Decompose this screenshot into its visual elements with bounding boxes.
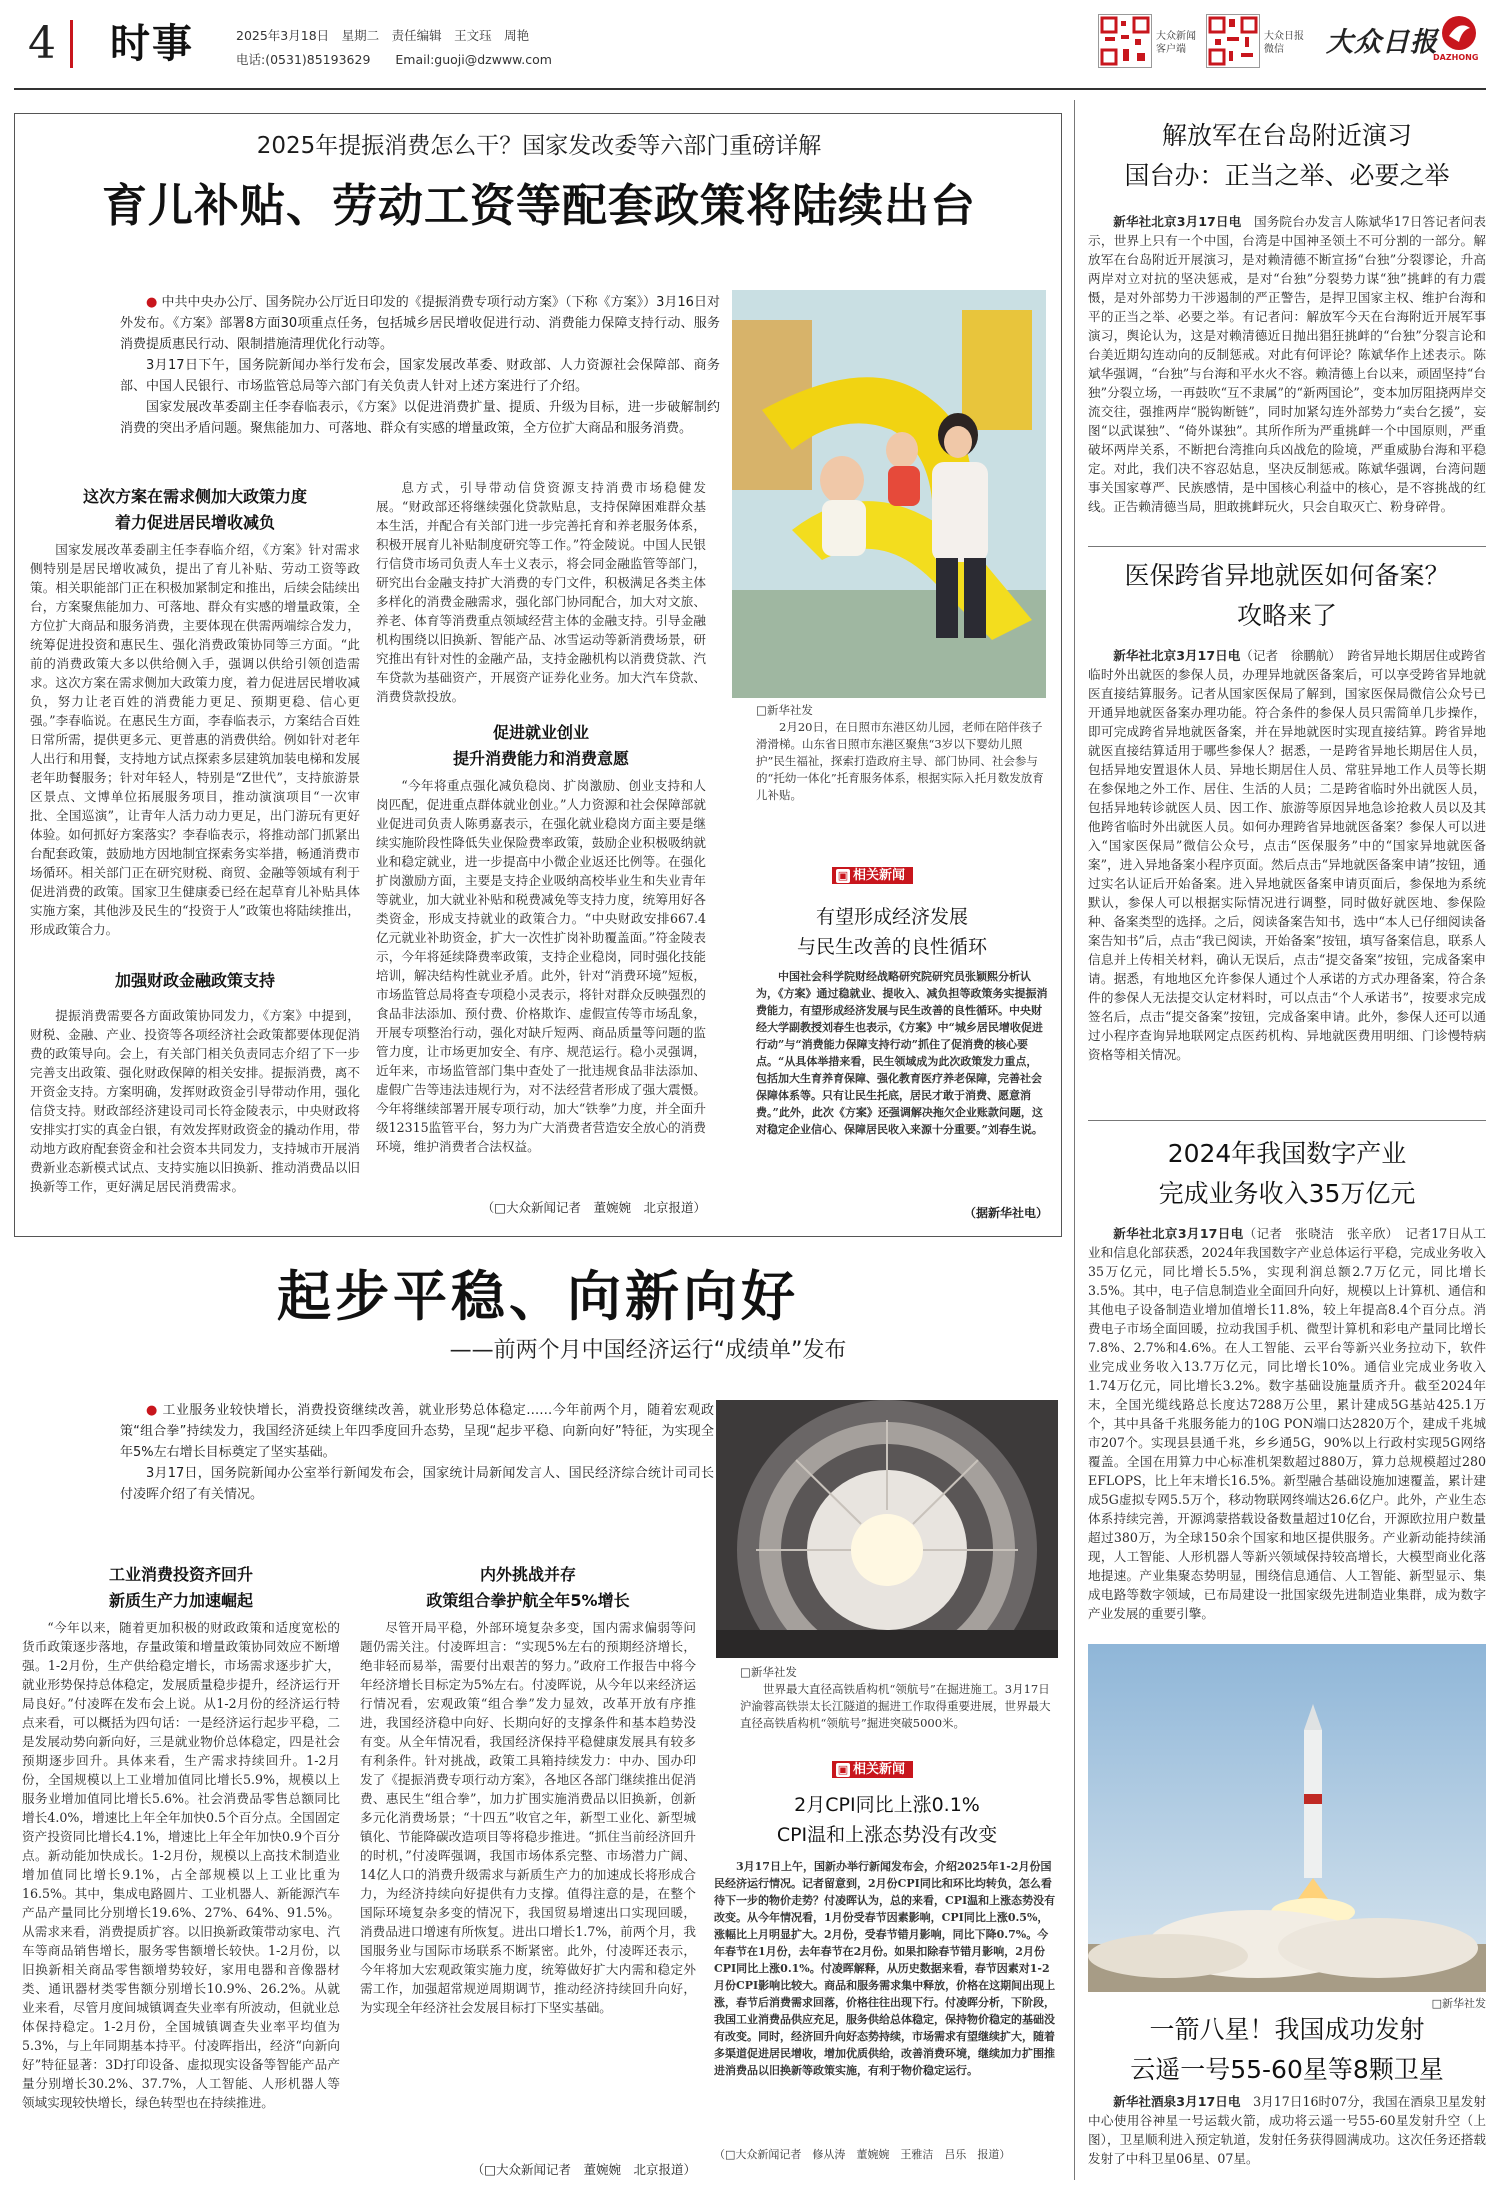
article1-lead-p3: 国家发展改革委副主任李春临表示，《方案》以促进消费扩量、提质、升级为目标，进一步破解制约消费的突出矛盾问题。聚焦能加力、可落地、群众有实感的增量政策，全方位扩大商品和服务消费。 [120, 400, 720, 436]
article2-lead-p1: 工业服务业较快增长，消费投资继续改善，就业形势总体稳定……今年前两个月，随着宏观政策“组合拳”持续发力，我国经济延续上年四季度回升态势，呈现“起步平稳、向新向好”特征，为实现全年5%左右增长目标奠定了坚实基础。 [120, 1403, 714, 1460]
article1-col2-body [376, 478, 706, 718]
article2-lead-p2: 3月17日，国务院新闻办公室举行新闻发布会，国家统计局新闻发言人、国民经济综合统计司司长付凌晖介绍了有关情况。 [120, 1466, 714, 1502]
page-number: 4 [28, 18, 56, 69]
article2-photo-caption [740, 1664, 1058, 1748]
article1-photo-caption-text: 2月20日，在日照市东港区幼儿园，老师在陪伴孩子滑滑梯。山东省日照市东港区聚焦“3岁以下婴幼儿照护”民生福祉，探索打造政府主导、部门协同、社会参与的“托幼一体化”托育服务体系，根据实际入托月数发放育儿补贴。 [756, 720, 1044, 802]
article2-col1-text: “今年以来，随着更加积极的财政政策和适度宽松的货币政策逐步落地，存量政策和增量政策协同效应不断增强。1-2月份，生产供给稳定增长，市场需求逐步扩大，就业形势保持总体稳定，发展质量稳步提升，经济运行开局良好。”付凌晖在发布会上说。从1-2月份的经济运行特点来看，可以概括为四句话：一是经济运行起步平稳，二是发展动势向新向好，三是就业物价总体稳定，四是社会预期逐步回升。具体来看，生产需求持续回升。1-2月份，全国规模以上工业增加值同比增长5.9%，规模以上服务业增加值同比增长5.6%。社会消费品零售总额同比增长4.0%，增速比上年全年加快0.5个百分点。全国固定资产投资同比增长4.1%，增速比上年全年加快0.9个百分点。新动能加快成长。1-2月份，规模以上高技术制造业增加值同比增长9.1%，占全部规模以上工业比重为16.5%。其中，集成电路圆片、工业机器人、新能源汽车产品产量同比分别增长19.6%、27%、64%、91.5%。从需求来看，消费提质扩容。以旧换新政策带动家电、汽车等商品销售增长，服务零售额增长较快。1-2月份，以旧换新相关商品零售额增势较好，家用电器和音像器材类、通讯器材类零售额分别增长10.9%、26.2%。从就业来看，尽管月度间城镇调查失业率有所波动，但就业总体保持稳定。1-2月份，全国城镇调查失业率平均值为5.3%，与上年同期基本持平。付凌晖指出，经济“向新向好”特征显著：3D打印设备、虚拟现实设备等智能产品产量分别增长30.2%、37.7%，人工智能、人形机器人等领域实现较快增长，绿色转型也在持续推进。 [22, 1620, 340, 2110]
article2-headline: 起步平稳、向新向好 [277, 1265, 799, 1328]
header-rule [14, 88, 1486, 90]
article6-body [1088, 2092, 1486, 2176]
article1-col2-text: 息方式，引导带动信贷资源支持消费市场稳健发展。“财政部还将继续强化贷款贴息，支持保障困难群众基本生活，并配合有关部门进一步完善托育和养老服务体系，积极开展育儿补贴制度研究等工作。”符金陵说。中国人民银行信贷市场司负责人车士义表示，将会同金融监管等部门，研究出台金融支持扩大消费的专门文件，积极满足各类主体多样化的消费金融需求，强化部门协同配合，加大对文旅、养老、体育等消费重点领域经营主体的金融支持。引导金融机构围绕以旧换新、智能产品、冰雪运动等新消费场景，研究推出有针对性的金融产品，支持金融机构以消费贷款、汽车贷款为基础资产，开展资产证券化业务。加大汽车贷款、消费贷款投放。 [376, 480, 706, 704]
header-divider [70, 20, 73, 68]
article2-photo-credit: □新华社发 [740, 1665, 797, 1679]
contact-line: 电话:(0531)85193629 Email:guoji@dzwww.com [236, 52, 552, 67]
article3-body [1088, 212, 1486, 542]
article2-subhead: ——前两个月中国经济运行“成绩单”发布 [449, 1338, 847, 1363]
article1-lead [120, 292, 720, 462]
article6-photo-rocket [1088, 1644, 1486, 1992]
newspaper-logo-text: 大众日报 [1326, 27, 1438, 58]
article1-related-tag [832, 864, 913, 883]
article2-photo-caption-text: 世界最大直径高铁盾构机“领航号”在掘进施工。3月17日沪渝蓉高铁崇太长江隧道的掘进工作取得重要进展，世界最大直径高铁盾构机“领航号”掘进突破5000米。 [740, 1682, 1051, 1730]
article1-related-headline: 有望形成经济发展 与民生改善的良性循环 [796, 906, 987, 958]
newspaper-logo-sub: DAZHONG [1433, 53, 1479, 62]
related-news-label: 相关新闻 [853, 1762, 906, 1777]
article5-dateline: 新华社北京3月17日电 [1113, 1226, 1244, 1241]
article2-col2-body [360, 1618, 696, 2162]
article3-dateline: 新华社北京3月17日电 [1113, 214, 1242, 229]
article6-text: 3月17日16时07分，我国在酒泉卫星发射中心使用谷神星一号运载火箭，成功将云遥一号55-60星发射升空（上图），卫星顺利进入预定轨道，发射任务获得圆满成功。这次任务还搭载发射了中科卫星06星、07星。 [1088, 2094, 1486, 2166]
article2-col2-text: 尽管开局平稳，外部环境复杂多变，国内需求偏弱等问题仍需关注。付凌晖坦言：“实现5%左右的预期经济增长，绝非轻而易举，需要付出艰苦的努力。”政府工作报告中将今年经济增长目标定为5%左右。付凌晖说，从今年以来经济运行情况看，宏观政策“组合拳”发力显效，改革开放有序推进，我国经济稳中向好、长期向好的支撑条件和基本趋势没有变。从全年情况看，我国经济保持平稳健康发展具有较多有利条件。针对挑战，政策工具箱持续发力：中办、国办印发了《提振消费专项行动方案》，各地区各部门继续推出促消费、惠民生“组合拳”，加力扩围实施消费品以旧换新，创新多元化消费场景；“十四五”收官之年，新型工业化、新型城镇化、节能降碳改造项目等将稳步推进。“抓住当前经济回升的时机，”付凌晖强调，我国市场体系完整、市场潜力广阔、14亿人口的消费升级需求与新质生产力的加速成长将形成合力，为经济持续向好提供有力支撑。值得注意的是，在整个国际环境复杂多变的情况下，我国贸易增速出口实现回暖，消费品进口增速有所恢复。进出口增长1.7%，前两个月，我国服务业与国际市场联系不断紧密。此外，付凌晖还表示，今年将加大宏观政策实施力度，统筹做好扩大内需和稳定外需工作，加强超常规逆周期调节，推动经济持续回升向好，为实现全年经济社会发展目标打下坚实基础。 [360, 1620, 696, 2015]
article2-related-tag [832, 1758, 913, 1777]
article1-col2-text2: “今年将重点强化减负稳岗、扩岗激励、创业支持和人岗匹配，促进重点群体就业创业。”人力资源和社会保障部就业促进司负责人陈勇嘉表示，在强化就业稳岗方面主要是继续实施阶段性降低失业保险费率政策，鼓励企业积极吸纳就业和稳定就业，进一步提高中小微企业返还比例等。在强化扩岗激励方面，主要是支持企业吸纳高校毕业生和失业青年等就业，加大就业补贴和税费减免等支持力度，统筹用好各类资金，形成支持就业的政策合力。“中央财政安排667.4亿元就业补助资金，扩大一次性扩岗补助覆盖面。”符金陵表示，今年将延续降费率政策，支持企业稳岗，同时强化技能培训，解决结构性就业矛盾。此外，针对“消费环境”短板，市场监管总局将查专项稳小灵表示，将针对群众反映强烈的食品非法添加、预付费、价格欺诈、虚假宣传等市场乱象，开展专项整治行动，强化对缺斤短两、商品质量等问题的监管力度，让市场更加安全、有序、规范运行。稳小灵强调，近年来，市场监管部门集中查处了一批违规食品非法添加、虚假广告等违法违规行为，对不法经营者形成了强大震慑。今年将继续部署开展专项行动，加大“铁拳”力度，并全面升级12315监管平台，努力为广大消费者营造安全放心的消费环境，维护消费者合法权益。 [376, 778, 706, 1154]
article2-col1-body [22, 1618, 340, 2162]
article4-body [1088, 646, 1486, 1100]
article1-subhead-3: 促进就业创业 提升消费能力和消费意愿 [452, 723, 629, 768]
article2-related-body [714, 1858, 1058, 2142]
article-divider [1088, 1120, 1486, 1121]
article5-body [1088, 1224, 1486, 1636]
article1-subhead-2: 加强财政金融政策支持 [114, 971, 275, 990]
related-news-label: 相关新闻 [853, 868, 906, 883]
article1-col2-body2 [376, 776, 706, 1192]
article1-photo-playground [732, 290, 1046, 698]
article4-text: 跨省异地长期居住或跨省临时外出就医的参保人员，办理异地就医备案后，可以享受跨省异地就医直接结算服务。记者从国家医保局了解到，国家医保局微信公众号已开通异地就医备案办理功能。符合条件的参保人员只需简单几步操作，即可完成跨省异地就医备案，并在异地就医时实现直接结算。跨省异地就医直接结算适用于哪些参保人？据悉，一是跨省异地长期居住人员，包括异地安置退休人员、异地长期居住人员、常驻异地工作人员等长期在参保地之外工作、居住、生活的人员；二是跨省临时外出就医人员，包括异地转诊就医人员、因工作、旅游等原因异地急诊抢救人员以及其他跨省临时外出就医人员。如何办理跨省异地就医备案？参保人可以进入“国家医保局”微信公众号，点击“医保服务”中的“国家异地就医备案”，进入异地备案小程序页面。然后点击“异地就医备案申请”按钮，通过实名认证后开始备案。进入异地就医备案申请页面后，参保地为系统默认，参保人可以根据实际情况进行调整，同时做好就医地、参保险种、备案类型的选择。之后，阅读备案告知书，选中“本人已仔细阅读备案告知书”后，点击“我已阅读，开始备案”按钮，填写备案信息，联系人信息并上传相关材料，确认无误后，点击“提交备案”按钮，完成备案申请。据悉，有地地区允许参保人通过个人承诺的方式办理备案，符合条件的参保人无法提交认定材料时，可以点击“个人承诺书”，按要求完成签名后，点击“提交备案”按钮，完成备案申请。此外，参保人还可以通过小程序查询异地联网定点医药机构、异地就医费用明细、门诊慢特病资格等相关情况。 [1088, 648, 1486, 1062]
related-news-icon: ▣ [837, 1763, 849, 1776]
article1-related-credit: （据新华社电） [963, 1206, 1048, 1220]
qr-code-news-app[interactable] [1098, 14, 1152, 68]
article6-headline: 一箭八星！我国成功发射 云遥一号55-60星等8颗卫星 [1130, 2015, 1444, 2084]
article4-dateline: 新华社北京3月17日电 [1113, 648, 1241, 663]
article1-byline: （□大众新闻记者 董婉婉 北京报道） [481, 1200, 706, 1215]
article1-col1-text2: 提振消费需要各方面政策协同发力，《方案》中提到，财税、金融、产业、投资等各项经济社会政策都要体现促消费的政策导向。会上，有关部门相关负责同志介绍了下一步完善支出政策、强化财政保障的相关安排。提振消费，离不开资金支持。方案明确，发挥财政资金引导带动作用，强化信贷支持。财政部经济建设司司长符金陵表示，中央财政将安排实打实的真金白银，有效发挥财政资金的撬动作用，带动地方政府配套资金和社会资本共同发力，支持城市开展消费新业态新模式试点、支持实施以旧换新、推动消费品以旧换新等工作，更好满足居民消费需求。 [30, 1008, 360, 1194]
article2-related-text: 3月17日上午，国新办举行新闻发布会，介绍2025年1-2月份国民经济运行情况。记者留意到，2月份CPI同比和环比均转负，怎么看待下一步的物价走势？付凌晖认为，总的来看，CPI温和上涨态势没有改变。从今年情况看，1月份受春节因素影响，CPI同比上涨0.5%，涨幅比上月明显扩大。2月份，受春节错月影响，同比下降0.7%。今年春节在1月份，去年春节在2月份。如果扣除春节错月影响，2月份CPI同比上涨0.1%。付凌晖解释，从历史数据来看，春节因素对1-2月份CPI影响比较大。商品和服务需求集中释放，价格在这期间出现上涨，春节后消费需求回落，价格往往出现下行。付凌晖分析，下阶段，我国工业消费品供应充足，服务供给总体稳定，保持物价稳定的基础没有改变。同时，经济回升向好态势持续，市场需求有望继续扩大，随着多渠道促进居民增收，增加优质供给，改善消费环境，继续加力扩围推进消费品以旧换新等政策实施，有利于物价稳定运行。 [714, 1860, 1056, 2077]
article-divider [1088, 546, 1486, 547]
article1-col1-body [30, 540, 360, 950]
article4-headline: 医保跨省异地就医如何备案？ 攻略来了 [1124, 561, 1450, 630]
article5-reporter: （记者 张晓洁 张辛欣） [1243, 1226, 1393, 1241]
article2-related-headline: 2月CPI同比上涨0.1% CPI温和上涨态势没有改变 [776, 1794, 998, 1846]
date-line: 2025年3月18日 星期二 责任编辑 王文珏 周艳 [236, 28, 530, 43]
masthead [0, 0, 1500, 86]
article2-subhead-2: 内外挑战并存 政策组合拳护航全年5%增长 [426, 1565, 630, 1610]
article1-kicker: 2025年提振消费怎么干？国家发改委等六部门重磅详解 [256, 133, 822, 159]
article3-headline: 解放军在台岛附近演习 国台办：正当之举、必要之举 [1124, 121, 1450, 190]
bullet-icon: ● [146, 295, 158, 310]
article2-related-credit: （□大众新闻记者 修从涛 董婉婉 王雅洁 吕乐 报道） [714, 2148, 1011, 2161]
article1-related-text: 中国社会科学院财经战略研究院研究员张颖熙分析认为，《方案》通过稳就业、提收入、减负担等政策务实提振消费能力，有望形成经济发展与民生改善的良性循环。中央财经大学副教授刘春生也表示，《方案》中“城乡居民增收促进行动”与“消费能力保障支持行动”抓住了促消费的核心要点。“从具体举措来看，民生领域成为此次政策发力重点，包括加大生育养育保障、强化教育医疗养老保障，完善社会保障体系等。只有让民生托底，居民才敢于消费、愿意消费。”此外，此次《方案》还强调解决拖欠企业账款问题，这对稳定企业信心、保障居民收入来源十分重要。”刘春生说。 [756, 970, 1048, 1136]
qr-label-wechat: 大众日报 微信 [1264, 31, 1304, 55]
article1-headline: 育儿补贴、劳动工资等配套政策将陆续出台 [101, 179, 976, 232]
article6-photo-credit: □新华社发 [1431, 1997, 1486, 2010]
article2-photo-tunnel [716, 1400, 1058, 1658]
article1-photo-credit: □新华社发 [756, 703, 813, 717]
article1-col1-text: 国家发展改革委副主任李春临介绍，《方案》针对需求侧特别是居民增收减负，提出了育儿补贴、劳动工资等政策。相关职能部门正在积极加紧制定和推出，后续会陆续出台，方案聚焦能加力、可落地、群众有实感的增量政策，全方位扩大商品和服务消费，主要体现在供需两端综合发力，统筹促进投资和惠民生、强化消费政策协同等三方面。“此前的消费政策大多以供给侧入手，强调以供给引领创造需求。这次方案在需求侧加大政策力度，着力促进居民增收减负，努力让老百姓的消费能力更足、预期更稳、信心更强。”李春临说。在惠民生方面，李春临表示，方案结合百姓日常所需，提供更多元、更普惠的消费供给。例如针对老年人出行和用餐，支持地方试点探索多层建筑加装电梯和发展老年助餐服务；针对年轻人，特别是“Z世代”，支持旅游景区景点、文博单位拓展服务项目，推动演演项目“一次审批、全国巡演”，让青年人活力动力更足，出门游玩有更好体验。如何抓好方案落实？李春临表示，将推动部门抓紧出台配套政策，鼓励地方因地制宜探索务实举措，畅通消费市场循环。相关部门正在研究财税、商贸、金融等领域有利于促进消费的政策。国家卫生健康委已经在起草育儿补贴具体实施方案，其他涉及民生的“投资于人”政策也将陆续推出，形成政策合力。 [30, 542, 360, 937]
related-news-icon: ▣ [837, 869, 849, 882]
article5-headline: 2024年我国数字产业 完成业务收入35万亿元 [1158, 1139, 1416, 1208]
qr-code-wechat[interactable] [1206, 14, 1260, 68]
article1-col1-body2 [30, 1006, 360, 1226]
article1-subhead-1: 这次方案在需求侧加大政策力度 着力促进居民增收减负 [82, 487, 307, 532]
column-divider [1074, 100, 1075, 2180]
article1-related-body [756, 968, 1048, 1204]
article2-subhead-1: 工业消费投资齐回升 新质生产力加速崛起 [108, 1565, 253, 1610]
newspaper-logo-icon [1440, 14, 1478, 52]
article2-lead [120, 1400, 714, 1536]
article3-text: 国务院台办发言人陈斌华17日答记者问表示，世界上只有一个中国，台湾是中国神圣领土不可分割的一部分。解放军在台岛附近开展演习，是对赖清德不断宣扬“台独”分裂谬论，升高两岸对立对抗的坚决惩戒，是对“台独”分裂势力谋“独”挑衅的有力震慑，是对外部势力干涉遏制的严正警告，是捍卫国家主权、维护台海和平的正当之举、必要之举。有记者问：解放军今天在台海附近开展军事演习，舆论认为，这是对赖清德近日抛出猖狂挑衅的“台独”分裂言论和台美近期勾连动向的反制惩戒。对此有何评论？陈斌华作上述表示。陈斌华强调，“台独”与台海和平水火不容。赖清德上台以来，顽固坚持“台独”分裂立场，一再鼓吹“互不隶属”的“新两国论”，变本加厉阻挠两岸交流交往，强推两岸“脱钩断链”，同时加紧勾连外部势力“卖台乞援”，妄图“以武谋独”、“倚外谋独”。其所作所为严重挑衅一个中国原则，严重破坏两岸关系，不断把台湾推向兵凶战危的险境，严重威胁台海和平稳定。对此，我们决不容忍姑息，坚决反制惩戒。陈斌华强调，台湾问题事关国家尊严、民族感情，是中国核心利益中的核心，是不容挑战的红线。正告赖清德当局，胆敢挑衅玩火，只会自取灭亡、粉身碎骨。 [1088, 214, 1486, 514]
article6-dateline: 新华社酒泉3月17日电 [1113, 2094, 1241, 2109]
bullet-icon: ● [146, 1403, 158, 1418]
section-title: 时事 [110, 21, 194, 67]
article1-lead-p1: 中共中央办公厅、国务院办公厅近日印发的《提振消费专项行动方案》（下称《方案》）3月16日对外发布。《方案》部署8方面30项重点任务，包括城乡居民增收促进行动、消费能力保障支持行动、服务消费提质惠民行动、限制措施清理优化行动等。 [120, 295, 720, 352]
article5-text: 记者17日从工业和信息化部获悉，2024年我国数字产业总体运行平稳，完成业务收入35万亿元，同比增长5.5%，实现利润总额2.7万亿元，同比增长3.5%。其中，电子信息制造业全面回升向好，规模以上计算机、通信和其他电子设备制造业增加值增长11.8%，较上年提高8.4个百分点。消费电子市场全面回暖，拉动我国手机、微型计算机和彩电产量同比增长7.8%、2.7%和4.6%。在人工智能、云平台等新兴业务拉动下，软件业完成业务收入13.7万亿元，同比增长10%。通信业完成业务收入1.74万亿元，同比增长3.2%。数字基础设施量质齐升。截至2024年末，全国光缆线路总长度达7288万公里，累计建成5G基站425.1万个，其中具备千兆服务能力的10G PON端口达2820万个，建成千兆城市207个。实现县县通千兆，乡乡通5G，90%以上行政村实现5G网络覆盖。全国在用算力中心标准机架数超过880万，算力总规模超过280 EFLOPS，比上年末增长16.5%。新型融合基础设施加速覆盖，累计建成5G虚拟专网5.5万个，移动物联网终端达26.6亿户。此外，产业生态体系持续完善，开源鸿蒙搭载设备数量超过10亿台，开源欧拉用户数量超过380万，为全球150余个国家和地区提供服务。产业新动能持续涌现，人工智能、人形机器人等新兴领域保持较高增长，大模型商业化落地提速。产业集聚态势明显，围绕信息通信、人工智能、新型显示、集成电路等数字领域，已布局建设一批国家级先进制造业集群，成为数字产业发展的重要引擎。 [1088, 1226, 1486, 1621]
article1-lead-p2: 3月17日下午，国务院新闻办举行发布会，国家发展改革委、财政部、人力资源社会保障部、商务部、中国人民银行、市场监管总局等六部门有关负责人针对上述方案进行了介绍。 [120, 358, 720, 394]
article2-byline: （□大众新闻记者 董婉婉 北京报道） [471, 2162, 696, 2177]
qr-label-news-app: 大众新闻 客户端 [1156, 31, 1196, 55]
article1-photo-caption [756, 702, 1048, 826]
article4-reporter: （记者 徐鹏航） [1240, 648, 1335, 663]
